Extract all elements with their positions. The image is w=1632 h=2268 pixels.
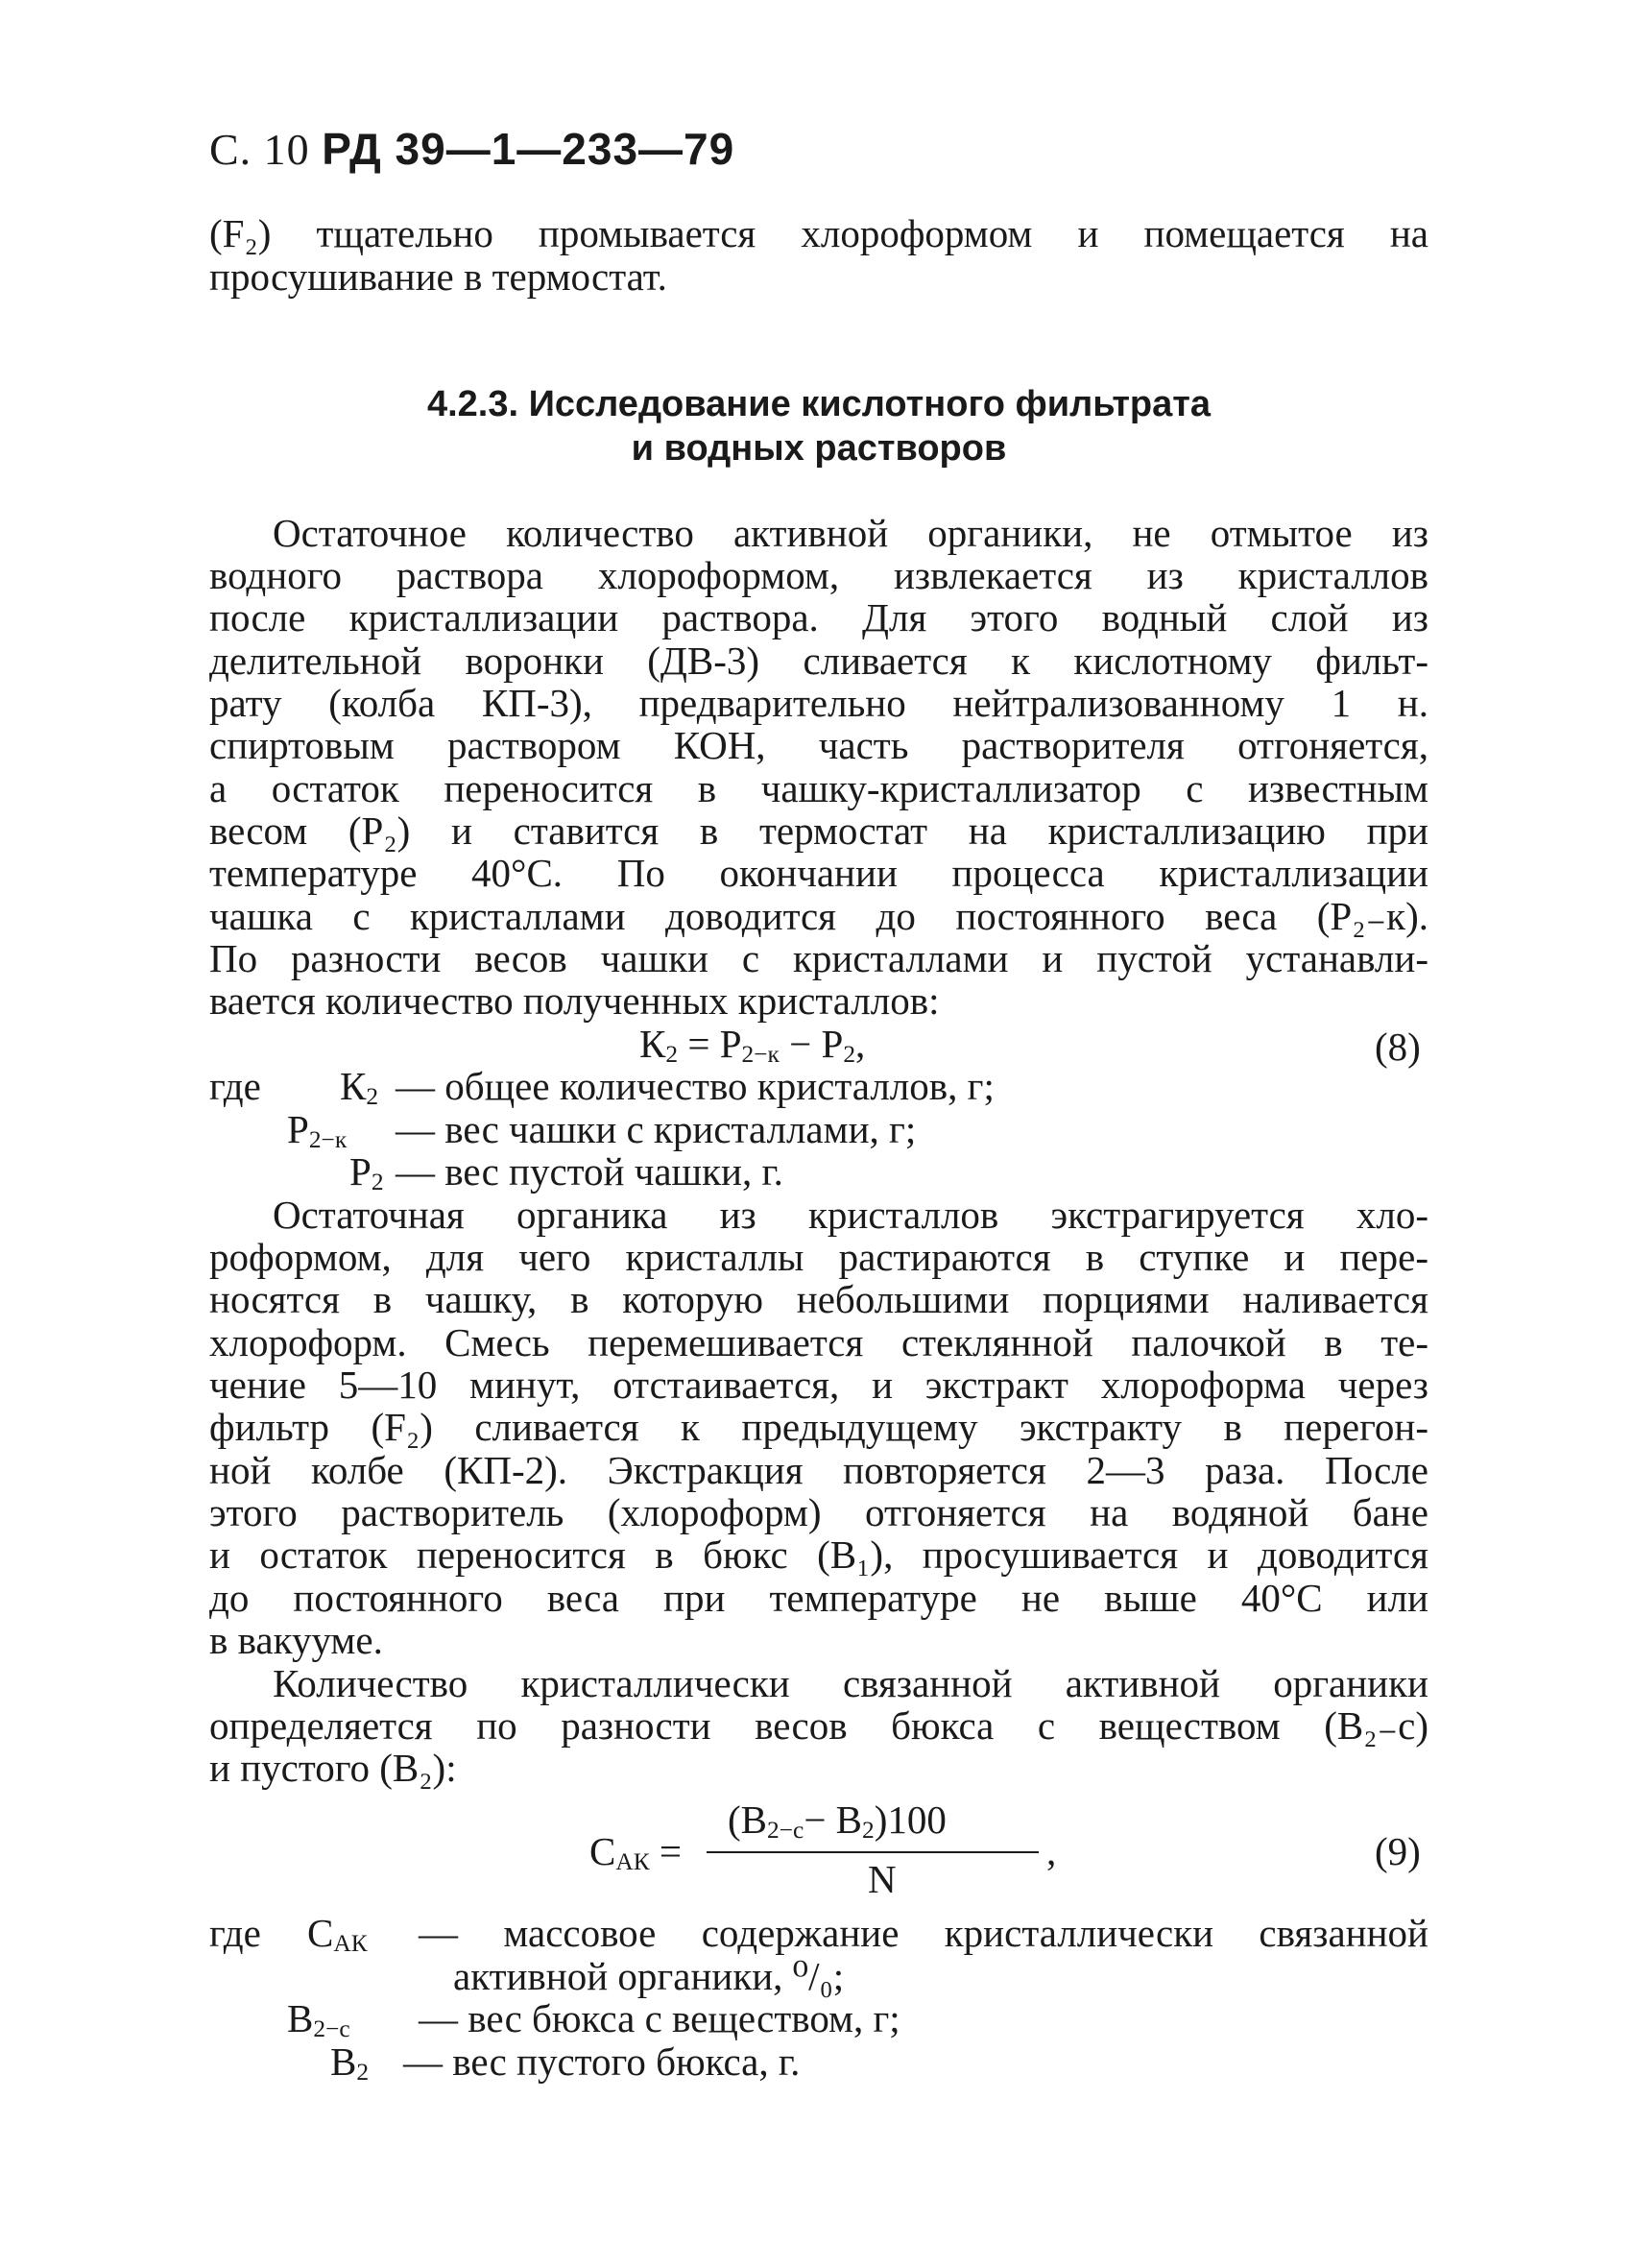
equation-formula (639, 1022, 866, 1069)
equation-subscript: 2−к (741, 1041, 780, 1069)
equation-symbol: Р (821, 1022, 844, 1066)
definition-symbol: $Р_{2-к}$ (287, 1107, 348, 1154)
text-line: хлороформ. Смесь перемешивается стеклянной палочкой в те- (209, 1320, 1428, 1364)
definition-text-continued: активной органики, ⁰/₀; (453, 1954, 845, 1998)
where-label: где (209, 1064, 261, 1108)
text-line: спиртовым раствором КОН, часть растворителя отгоняется, (209, 723, 1428, 767)
text-line: чашка с кристаллами доводится до постоянного веса (Р₂₋к). (209, 894, 1428, 938)
equation-symbol: К (639, 1022, 666, 1066)
equation-comma: , (855, 1022, 866, 1066)
text-line: носятся в чашку, в которую небольшими порциями наливается (209, 1277, 1428, 1321)
definition-symbol: $Р_2$ (349, 1149, 384, 1196)
fraction-denominator: N (868, 1857, 897, 1901)
definition-symbol: $B_{2-с}$ (287, 1996, 350, 2043)
definition-text: — массовое содержание кристаллически связанной (419, 1911, 1428, 1955)
text-line: Остаточная органика из кристаллов экстрагируется хло- (273, 1193, 1428, 1237)
definition-text: — вес пустого бюкса, г. (403, 2039, 801, 2084)
text-line: температуре 40°С. По окончании процесса кристаллизации (209, 851, 1428, 895)
definition-text: — вес пустой чашки, г. (396, 1149, 783, 1194)
section-title: 4.2.3. Исследование кислотного фильтрата (426, 384, 1212, 424)
text-line: и остаток переносится в бюкс (B₁), просушивается и доводится (209, 1532, 1428, 1577)
text-line: чение 5—10 минут, отстаивается, и экстракт хлороформа через (209, 1363, 1428, 1407)
text-line: этого растворитель (хлороформ) отгоняется на водяной бане (209, 1490, 1428, 1534)
text-line: Остаточное количество активной органики, не отмытое из (273, 511, 1428, 555)
text-line: фильтр (F₂) сливается к предыдущему экстракту в перегон- (209, 1405, 1428, 1449)
page-header (209, 123, 734, 175)
definition-text: — вес чашки с кристаллами, г; (396, 1107, 917, 1151)
text-line: По разности весов чашки с кристаллами и пустой устанавли- (209, 936, 1428, 980)
equation-symbol: Р (719, 1022, 742, 1066)
equation-subscript: 2 (665, 1041, 679, 1069)
document-code: РД 39—1—233—79 (322, 124, 735, 174)
text-line: после кристаллизации раствора. Для этого водный слой из (209, 595, 1428, 639)
equation-number: (8) (1375, 1025, 1421, 1069)
fraction-bar (707, 1851, 1039, 1853)
text-line: до постоянного веса при температуре не выше 40°С или (209, 1576, 1428, 1620)
text-line: (F₂) тщательно промывается хлороформом и помещается на (209, 211, 1428, 255)
text-line: водного раствора хлороформом, извлекается из кристаллов (209, 553, 1428, 597)
section-title-continued: и водных растворов (631, 428, 1007, 469)
equation-lhs (589, 1829, 683, 1876)
text-line: делительной воронки (ДВ-3) сливается к кислотному фильт- (209, 639, 1428, 683)
equation-subscript: 2 (843, 1041, 856, 1069)
text-line: вается количество полученных кристаллов: (209, 978, 940, 1023)
text-line: определяется по разности весов бюкса с веществом (B₂₋с) (209, 1703, 1428, 1748)
equation-comma: , (1046, 1829, 1057, 1873)
text-line: и пустого (B₂): (209, 1746, 457, 1790)
text-line: роформом, для чего кристаллы растираются в ступке и пере- (209, 1235, 1428, 1279)
text-line: весом (Р₂) и ставится в термостат на кристаллизацию при (209, 808, 1428, 853)
equation-number: (9) (1375, 1829, 1421, 1873)
text-line: ной колбе (КП-2). Экстракция повторяется 2—3 раза. После (209, 1448, 1428, 1492)
page-number: С. 10 (209, 125, 310, 174)
text-line: рату (колба КП-3), предварительно нейтрализованному 1 н. (209, 681, 1428, 725)
text-line: а остаток переносится в чашку-кристаллизатор с известным (209, 766, 1428, 810)
definition-text: — вес бюкса с веществом, г; (419, 1996, 900, 2040)
equation-subscript: АК (615, 1848, 650, 1876)
text-line: в вакууме. (209, 1618, 383, 1662)
text-line: просушивание в термостат. (209, 254, 667, 299)
equals-sign: = (687, 1022, 710, 1066)
definition-symbol: $B_2$ (330, 2039, 370, 2087)
minus-sign: − (789, 1022, 812, 1066)
definition-text: — общее количество кристаллов, г; (396, 1064, 995, 1108)
text-line: Количество кристаллически связанной активной органики (273, 1661, 1428, 1705)
equals-sign: = (659, 1829, 683, 1873)
definition-symbol: $К_2$ (340, 1064, 379, 1111)
fraction-numerator: $(B_{2-с}- B_2)100$ (728, 1798, 947, 1845)
definition-symbol: $С_{АК}$ (307, 1911, 368, 1958)
equation-symbol: С (589, 1829, 616, 1873)
where-label: где (209, 1911, 261, 1955)
